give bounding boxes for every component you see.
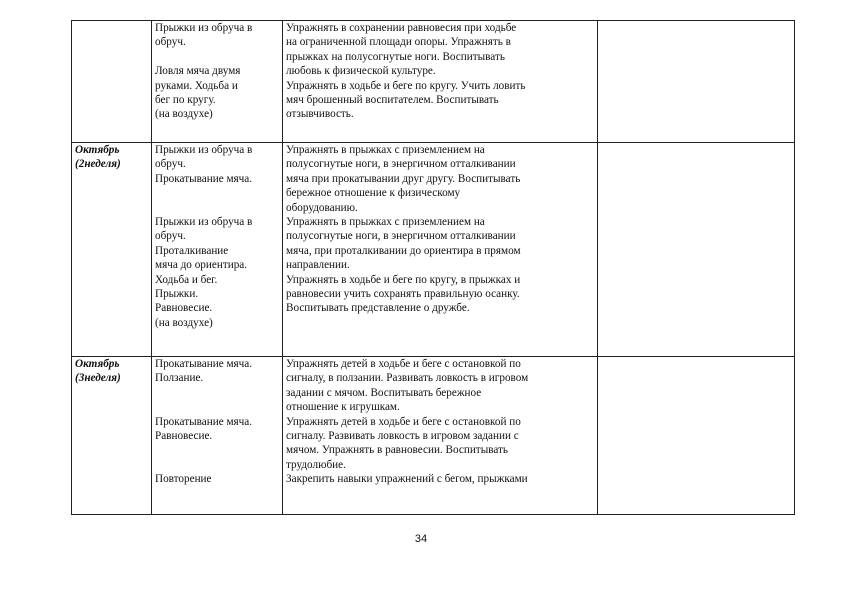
activity-block: [155, 415, 279, 444]
table-body: [72, 21, 795, 515]
text-line: бег по кругу.: [155, 94, 216, 107]
text-line: Упражнять в прыжках с приземлением на: [286, 144, 485, 156]
month-label: Октябрь: [75, 144, 120, 156]
goals-cell: [283, 357, 598, 515]
week-label: (2неделя): [75, 158, 121, 171]
lesson-plan-table: [71, 20, 795, 515]
text-line: Прыжки из обруча в: [155, 216, 253, 228]
activity-block: [155, 64, 279, 122]
text-line: прыжках на полусогнутые ноги. Воспитывать: [286, 50, 505, 63]
text-line: Равновесие.: [155, 302, 213, 315]
text-line: Упражнять детей в ходьбе и беге с остановкой по: [286, 358, 521, 370]
text-line: (на воздухе): [155, 316, 213, 329]
text-line: любовь к физической культуре.: [286, 65, 436, 78]
spacer: [155, 458, 279, 472]
activity-block: [155, 143, 279, 186]
text-line: Воспитывать представление о дружбе.: [286, 302, 470, 315]
spacer: [155, 50, 279, 64]
text-line: Ловля мяча двумя: [155, 65, 241, 78]
activity-block: [155, 215, 279, 330]
week-label: (3неделя): [75, 372, 121, 385]
goal-block: [286, 79, 594, 122]
spacer: [155, 400, 279, 414]
text-line: полусогнутые ноги, в энергичном отталкивании: [286, 158, 516, 171]
text-line: Прыжки из обруча в: [155, 144, 253, 156]
table-row: [72, 357, 795, 515]
goals-cell: [283, 21, 598, 143]
text-line: Проталкивание: [155, 244, 229, 257]
goals-cell: [283, 143, 598, 357]
month-cell: [72, 143, 152, 357]
text-line: Повторение: [155, 473, 212, 486]
notes-cell: [598, 357, 795, 515]
text-line: (на воздухе): [155, 108, 213, 121]
text-line: трудолюбие.: [286, 458, 346, 471]
text-line: сигналу, в ползании. Развивать ловкость в игровом: [286, 372, 529, 385]
goal-block: [286, 357, 594, 415]
text-line: сигналу. Развивать ловкость в игровом задании с: [286, 430, 519, 443]
goal-block: [286, 21, 594, 79]
text-line: Упражнять детей в ходьбе и беге с остановкой по: [286, 415, 521, 428]
text-line: оборудованию.: [286, 201, 358, 214]
page-number: 34: [414, 533, 428, 545]
month-cell: [72, 21, 152, 143]
text-line: Прокатывание мяча.: [155, 172, 253, 185]
text-line: руками. Ходьба и: [155, 79, 238, 92]
text-line: Упражнять в ходьбе и беге по кругу. Учить ловить: [286, 79, 526, 92]
text-line: мяча при прокатывании друг другу. Воспитывать: [286, 172, 521, 185]
spacer: [155, 186, 279, 200]
goal-block: [286, 273, 594, 316]
text-line: обруч.: [155, 36, 186, 49]
text-line: задании с мячом. Воспитывать бережное: [286, 386, 482, 399]
activity-block: [155, 21, 279, 50]
text-line: бережное отношение к физическому: [286, 187, 461, 200]
text-line: отношение к игрушкам.: [286, 401, 400, 414]
notes-cell: [598, 21, 795, 143]
text-line: обруч.: [155, 230, 186, 243]
spacer: [155, 443, 279, 457]
text-line: Ползание.: [155, 372, 204, 385]
activities-cell: [152, 143, 283, 357]
text-line: Упражнять в сохранении равновесия при ходьбе: [286, 22, 517, 34]
text-line: мяча до ориентира.: [155, 259, 248, 272]
table-row: [72, 143, 795, 357]
text-line: Прокатывание мяча.: [155, 358, 253, 370]
activity-block: [155, 472, 279, 486]
text-line: мяча, при проталкивании до ориентира в прямом: [286, 244, 521, 257]
text-line: равновесии учить сохранять правильную осанку.: [286, 288, 520, 301]
text-line: Упражнять в ходьбе и беге по кругу, в прыжках и: [286, 273, 521, 286]
activity-block: [155, 357, 279, 386]
goal-block: [286, 472, 594, 486]
text-line: мяч брошенный воспитателем. Воспитывать: [286, 94, 499, 107]
text-line: Закрепить навыки упражнений с бегом, прыжками: [286, 473, 528, 486]
month-cell: [72, 357, 152, 515]
table-row: [72, 21, 795, 143]
spacer: [155, 201, 279, 215]
text-line: обруч.: [155, 158, 186, 171]
goal-block: [286, 143, 594, 215]
text-line: Ходьба и бег.: [155, 273, 218, 286]
goal-block: [286, 415, 594, 473]
text-line: Прыжки.: [155, 288, 199, 301]
month-label: Октябрь: [75, 358, 120, 370]
spacer: [155, 386, 279, 400]
text-line: Упражнять в прыжках с приземлением на: [286, 216, 485, 229]
text-line: отзывчивость.: [286, 108, 354, 121]
goal-block: [286, 215, 594, 273]
text-line: Равновесие.: [155, 430, 213, 442]
text-line: Прокатывание мяча.: [155, 415, 253, 428]
activities-cell: [152, 357, 283, 515]
text-line: мячом. Упражнять в равновесии. Воспитывать: [286, 444, 509, 457]
notes-cell: [598, 143, 795, 357]
activities-cell: [152, 21, 283, 143]
text-line: полусогнутые ноги, в энергичном отталкивании: [286, 230, 516, 243]
text-line: направлении.: [286, 259, 350, 272]
text-line: на ограниченной площади опоры. Упражнять в: [286, 36, 511, 49]
text-line: Прыжки из обруча в: [155, 22, 253, 34]
